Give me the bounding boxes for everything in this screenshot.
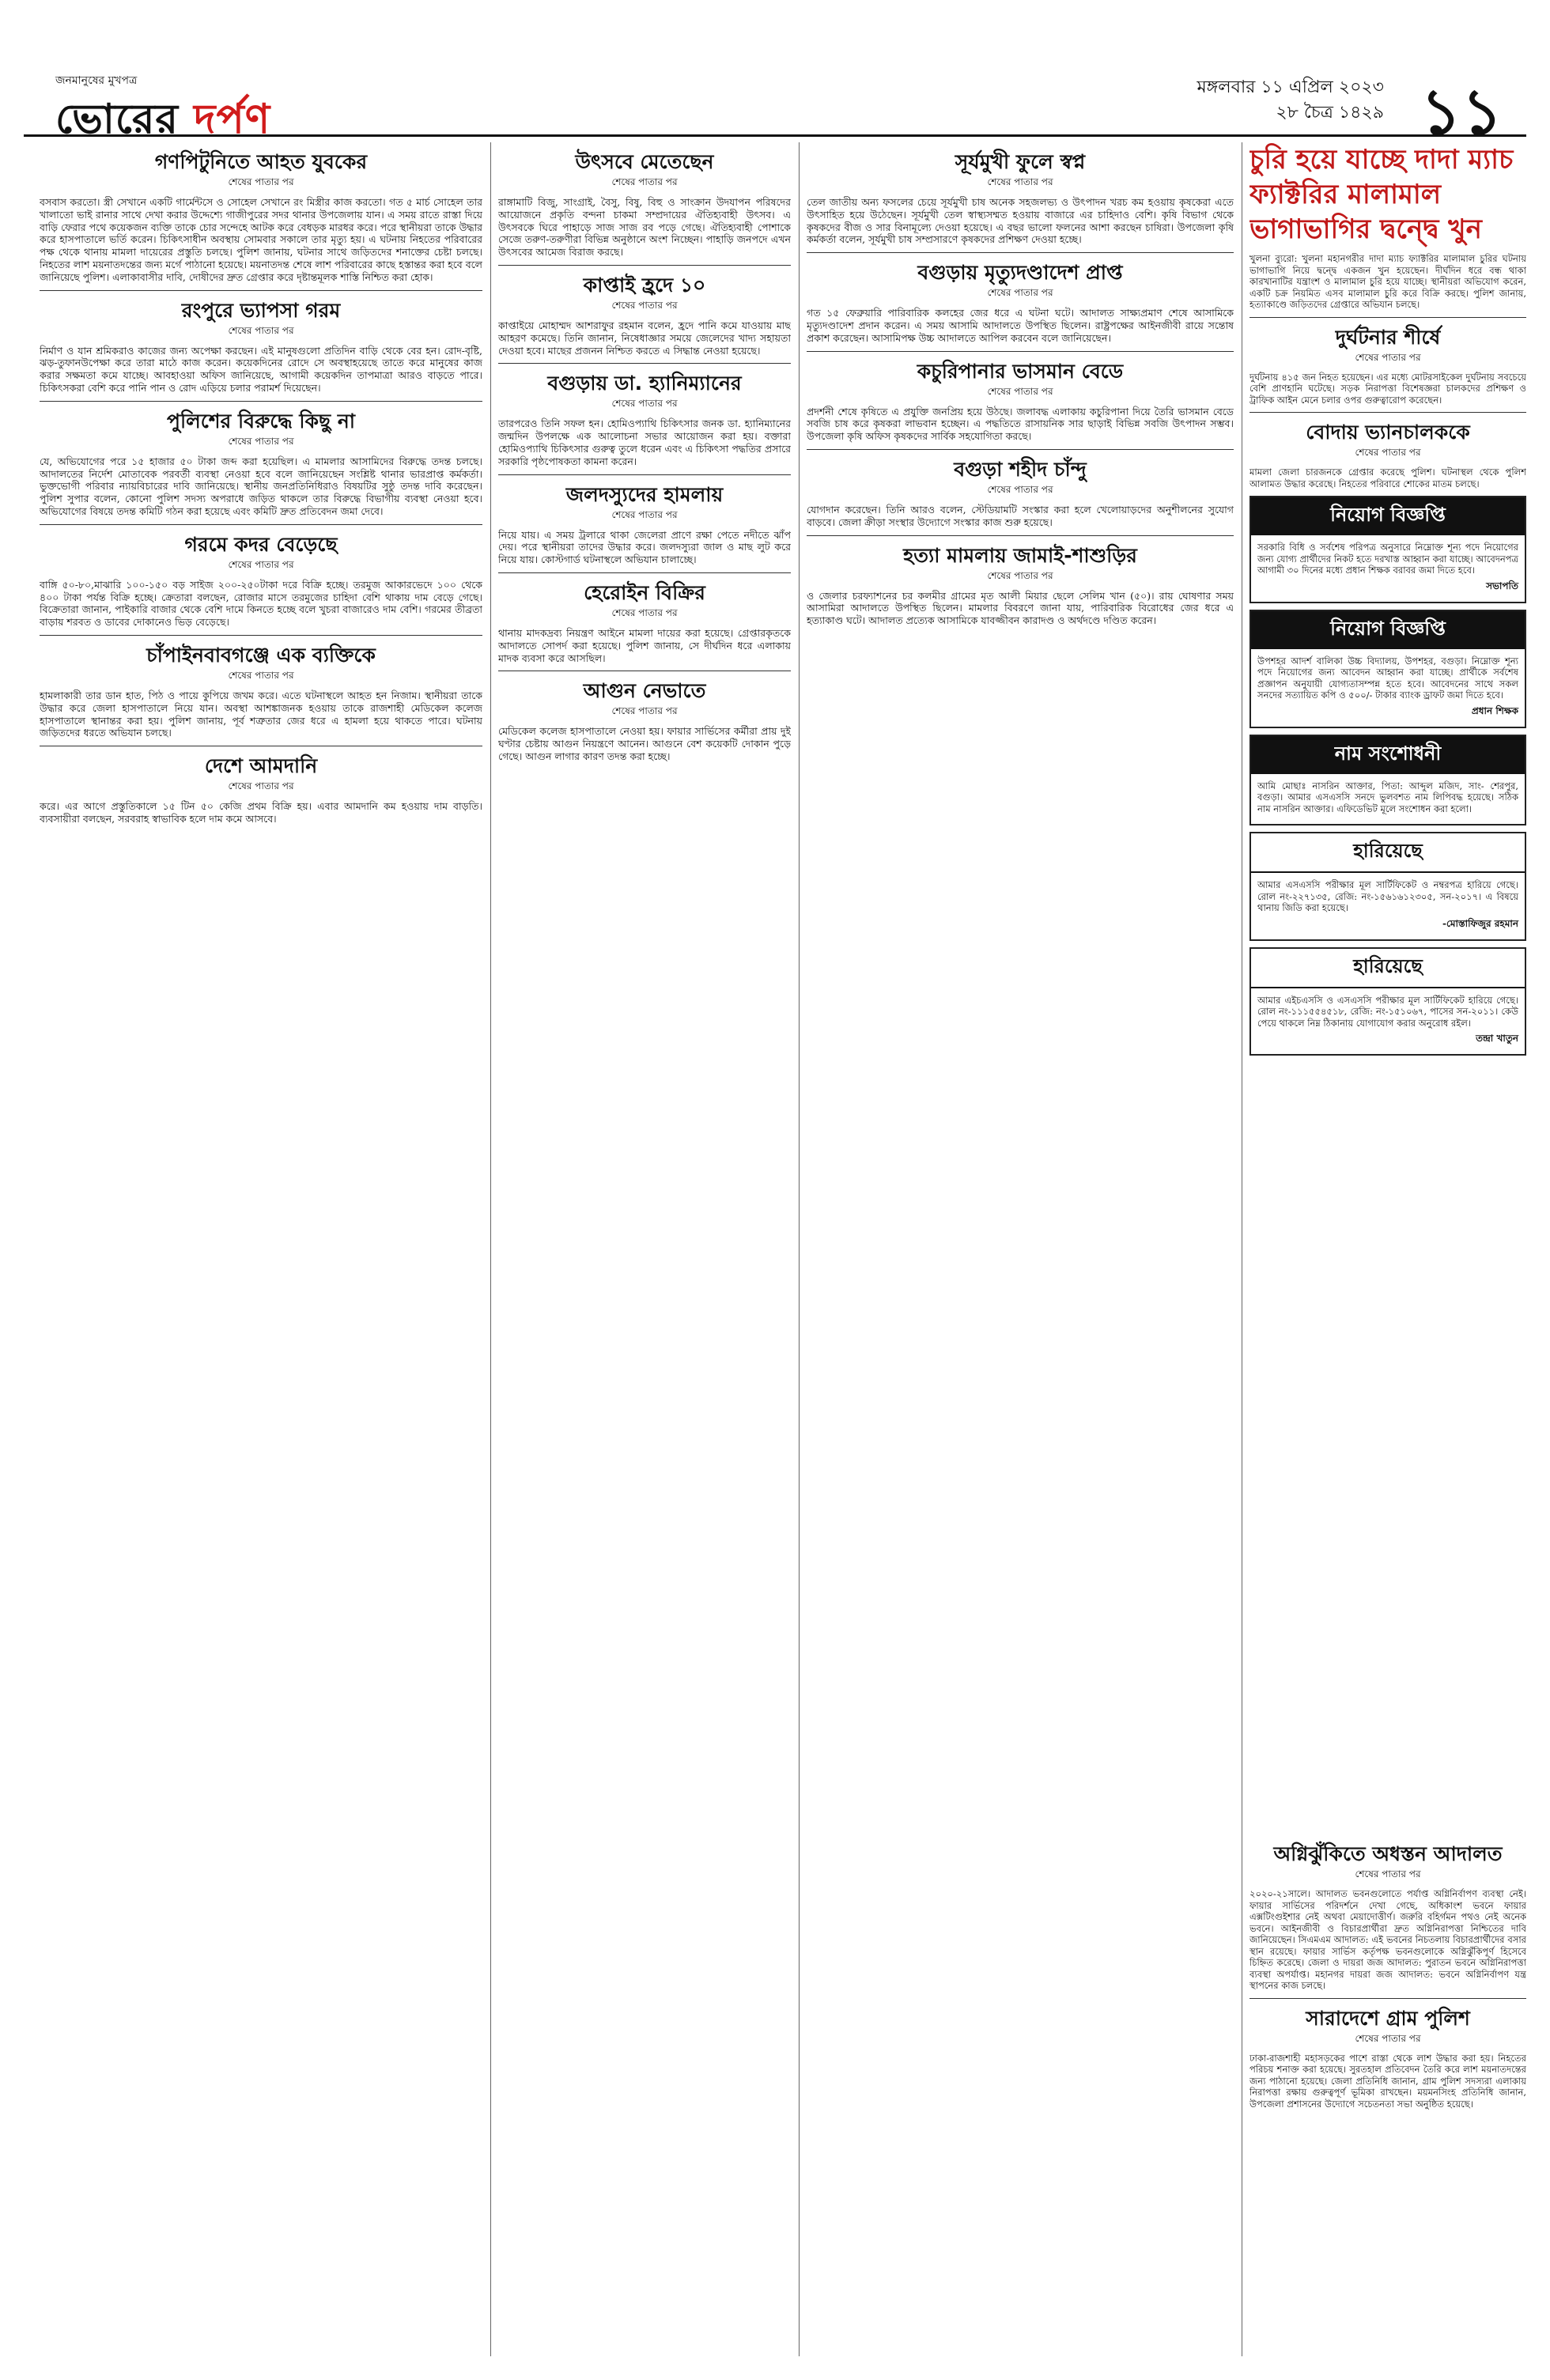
ad-notice-3 xyxy=(1249,735,1526,826)
headline-a9: বগুড়ায় ডা. হ্যানিম্যানের xyxy=(547,372,742,395)
sub-a1: শেষের পাতার পর xyxy=(228,176,294,187)
headline-a21: অগ্নিঝুঁকিতে অধস্তন আদালত xyxy=(1273,1842,1503,1865)
headline-a6: দেশে আমদানি xyxy=(204,754,318,778)
headline-a17: হত্যা মামলায় জামাই-শাশুড়ির xyxy=(903,543,1137,567)
body-a4: বাঙ্গি ৫০-৮০,মাঝারি ১০০-১৫০ বড় সাইজ ২০০-২৫০টাকা দরে বিক্রি হচ্ছে। তরমুজ আকারভেদে ১০০ থেকে ৪০০ টাকা পর্যন্ত বিক্রি হচ্ছে। ক্রেতারা বলছেন, রোজার মাসে তরমুজের চাহিদা বেশি থাকায় দাম বেড়ে গেছে। বিক্রেতারা জানান, পাইকারি বাজার থেকে বেশি দামে কিনতে হচ্ছে বলে খুচরা বাজারেও দাম বেশি। গরমের তীব্রতা বাড়ায় শরবত ও ডাবের দোকানেও ভিড় বেড়েছে। xyxy=(40,578,482,629)
body-a14: গত ১৫ ফেব্রুয়ারি পারিবারিক কলহের জের ধরে এ ঘটনা ঘটে। আদালত সাক্ষ্যপ্রমাণ শেষে আসামিকে মৃত্যুদণ্ডাদেশ প্রদান করেন। এ সময় আসামি আদালতে উপস্থিত ছিলেন। রাষ্ট্রপক্ষের আইনজীবী রায়ে সন্তোষ প্রকাশ করেছেন। আসামিপক্ষ উচ্চ আদালতে আপিল করবেন বলে জানিয়েছেন। xyxy=(807,307,1234,344)
ad-notice-4-body: আমার এসএসসি পরীক্ষার মূল সার্টিফিকেট ও নম্বরপত্র হারিয়ে গেছে। রোল নং-২২৭১৩৫, রেজি: নং-১৫৬১৬১২৩০৫, সন-২০১৭। এ বিষয়ে থানায় জিডি করা হয়েছে। xyxy=(1257,879,1518,913)
sub-a19: শেষের পাতার পর xyxy=(1355,447,1421,458)
ad-notice-4-sign: -মোস্তাফিজুর রহমান xyxy=(1442,917,1518,929)
column-3 xyxy=(807,142,1234,2356)
sub-a11: শেষের পাতার পর xyxy=(611,606,678,618)
date-bangla: ২৮ চৈত্র ১৪২৯ xyxy=(1276,103,1384,123)
body-a13: তেল জাতীয় অন্য ফসলের চেয়ে সূর্যমুখী চাষ অনেক সহজলভ্য ও উৎপাদন খরচ কম হওয়ায় কৃষকেরা এতে উৎসাহিত হয়ে উঠেছেন। সূর্যমুখী তেল স্বাস্থ্যসম্মত হওয়ায় বাজারে এর চাহিদাও বেশি। কৃষি বিভাগ থেকে কৃষকদের বীজ ও সার বিনামূল্যে দেওয়া হয়েছে। এ বছর ভালো ফলনের আশা করছেন চাষিরা। উপজেলা কৃষি কর্মকর্তা বলেন, সূর্যমুখী চাষ সম্প্রসারণে কৃষকদের প্রশিক্ষণ দেওয়া হচ্ছে। xyxy=(807,196,1234,246)
headline-a18: দুর্ঘটনার শীর্ষে xyxy=(1335,325,1441,349)
body-a3: যে, অভিযোগের পরে ১৫ হাজার ৫০ টাকা জব্দ করা হয়েছিল। এ মামলার আসামিদের বিরুদ্ধে তদন্ত চলছে। আদালতের নির্দেশ মোতাবেক পরবর্তী ব্যবস্থা নেওয়া হবে বলে জানিয়েছেন সংশ্লিষ্ট থানার ভারপ্রাপ্ত কর্মকর্তা। ভুক্তভোগী পরিবার ন্যায়বিচারের দাবি জানিয়েছে। স্থানীয় জনপ্রতিনিধিরাও বিষয়টির সুষ্ঠু তদন্ত দাবি করেছেন। পুলিশ সুপার বলেন, কোনো পুলিশ সদস্য অপরাধে জড়িত থাকলে তার বিরুদ্ধে বিভাগীয় ব্যবস্থা নেওয়া হবে। অভিযোগের বিষয়ে তদন্ত কমিটি গঠন করা হয়েছে এবং কমিটি দ্রুত প্রতিবেদন জমা দেবে। xyxy=(40,455,482,517)
body-a16: যোগদান করেছেন। তিনি আরও বলেন, স্টেডিয়ামটি সংস্কার করা হলে খেলোয়াড়দের অনুশীলনের সুযোগ বাড়বে। জেলা ক্রীড়া সংস্থার উদ্যোগে সংস্কার কাজ শুরু হয়েছে। xyxy=(807,503,1234,528)
sub-a7: শেষের পাতার পর xyxy=(611,176,678,187)
headline-a3: পুলিশের বিরুদ্ধে কিছু না xyxy=(166,409,356,433)
body-a15: প্রদর্শনী শেষে কৃষিতে এ প্রযুক্তি জনপ্রিয় হয়ে উঠছে। জলাবদ্ধ এলাকায় কচুরিপানা দিয়ে তৈরি ভাসমান বেডে সবজি চাষ করে কৃষকরা লাভবান হচ্ছেন। এ পদ্ধতিতে রাসায়নিক সার ছাড়াই বিভিন্ন সবজি উৎপাদন সম্ভব। উপজেলা কৃষি অফিস কৃষকদের সার্বিক সহযোগিতা করছে। xyxy=(807,405,1234,443)
ad-notice-4 xyxy=(1249,832,1526,941)
ad-notice-5 xyxy=(1249,947,1526,1056)
headline-a11: হেরোইন বিক্রির xyxy=(584,580,705,604)
headline-a16: বগুড়া শহীদ চাঁন্দু xyxy=(954,457,1087,481)
sub-a16: শেষের পাতার পর xyxy=(987,483,1053,495)
sub-a12: শেষের পাতার পর xyxy=(611,705,678,717)
ad-notice-5-head: হারিয়েছে xyxy=(1251,949,1525,988)
ad-notice-2-body: উপশহর আদর্শ বালিকা উচ্চ বিদ্যালয়, উপশহর, বগুড়া। নিম্নোক্ত শূন্য পদে নিয়োগের জন্য আবেদন আহ্বান করা যাচ্ছে। প্রার্থীকে সর্বশেষ প্রজ্ঞাপন অনুযায়ী যোগ্যতাসম্পন্ন হতে হবে। আবেদনের সাথে সকল সনদের সত্যায়িত কপি ও ৫০০/- টাকার ব্যাংক ড্রাফট জমা দিতে হবে। xyxy=(1257,655,1518,701)
body-a1: বসবাস করতো। স্ত্রী সেখানে একটি গার্মেন্টসে ও সোহেল সেখানে রং মিস্ত্রীর কাজ করতো। গত ৫ মার্চ সোহেল তার খালাতো ভাই রানার সাথে দেখা করার উদ্দেশ্যে গাজীপুরের সদর থানার উপজেলায় যান। এ সময় রাতে রাস্তা দিয়ে বাড়ি ফেরার পথে কয়েকজন ব্যক্তি তাকে চোর সন্দেহে আটক করে বেধড়ক মারধর করে। পরে স্থানীয়রা তাকে উদ্ধার করে হাসপাতালে ভর্তি করেন। চিকিৎসাধীন অবস্থায় সোমবার সকালে তার মৃত্যু হয়। এ ঘটনায় নিহতের পরিবারের পক্ষ থেকে থানায় মামলা দায়েরের প্রস্তুতি চলছে। পুলিশ জানায়, ঘটনার সাথে জড়িতদের শনাক্তের চেষ্টা চলছে। নিহতের লাশ ময়নাতদন্তের জন্য মর্গে পাঠানো হয়েছে। ময়নাতদন্ত শেষে লাশ পরিবারের কাছে হস্তান্তর করা হবে বলে জানিয়েছে পুলিশ। এলাকাবাসীর দাবি, দোষীদের দ্রুত গ্রেপ্তার করে দৃষ্টান্তমূলক শাস্তি নিশ্চিত করা হোক। xyxy=(40,196,482,283)
ad-notice-2-head: নিয়োগ বিজ্ঞপ্তি xyxy=(1251,611,1525,649)
body-a10: নিয়ে যায়। এ সময় ট্রলারে থাকা জেলেরা প্রাণে রক্ষা পেতে নদীতে ঝাঁপ দেয়। পরে স্থানীয়রা তাদের উদ্ধার করে। জলদস্যুরা জাল ও মাছ লুট করে নিয়ে যায়। কোস্টগার্ড ঘটনাস্থলে অভিযান চালাচ্ছে। xyxy=(498,528,791,566)
headline-a5: চাঁপাইনবাবগঞ্জে এক ব্যক্তিকে xyxy=(146,643,376,667)
body-a20: খুলনা ব্যুরো: খুলনা মহানগরীর দাদা ম্যাচ ফ্যাক্টরির মালামাল চুরির ঘটনায় ভাগাভাগি নিয়ে দ্বন্দ্বে একজন খুন হয়েছেন। দীর্ঘদিন ধরে বন্ধ থাকা কারখানাটির যন্ত্রাংশ ও মালামাল চুরি হয়ে যাচ্ছে। স্থানীয়রা অভিযোগ করেন, একটি চক্র নিয়মিত এসব মালামাল চুরি করে বিক্রি করছে। পুলিশ জানায়, হত্যাকাণ্ডে জড়িতদের গ্রেপ্তারে অভিযান চলছে। xyxy=(1249,253,1526,310)
headline-a22: সারাদেশে গ্রাম পুলিশ xyxy=(1306,2006,1470,2030)
page-number: ১১ xyxy=(1420,75,1503,149)
sub-a17: শেষের পাতার পর xyxy=(987,569,1053,581)
sub-a9: শেষের পাতার পর xyxy=(611,398,678,410)
body-a17: ও জেলার চরফ্যাশনের চর কলমীর গ্রামের মৃত আলী মিয়ার ছেলে সেলিম খান (৫০)। রায় ঘোষণার সময় আসামিরা আদালতে উপস্থিত ছিলেন। মামলার বিবরণে জানা যায়, পারিবারিক বিরোধের জের ধরে এ হত্যাকাণ্ড ঘটে। আদালত প্রত্যেক আসামিকে যাবজ্জীবন কারাদণ্ড ও অর্থদণ্ডে দণ্ডিত করেন। xyxy=(807,589,1234,627)
ad-notice-3-body: আমি মোছাঃ নাসরিন আক্তার, পিতা: আব্দুল মজিদ, সাং- শেরপুর, বগুড়া। আমার এসএসসি সনদে ভুলবশত নাম লিপিবদ্ধ হয়েছে। সঠিক নাম নাসরিন আক্তার। এফিডেভিট মূলে সংশোধন করা হলো। xyxy=(1257,780,1518,814)
sub-a15: শেষের পাতার পর xyxy=(987,385,1053,397)
body-a2: নির্মাণ ও যান শ্রমিকরাও কাজের জন্য অপেক্ষা করছেন। এই মানুষগুলো প্রতিদিন বাড়ি থেকে বের হন। রোদ-বৃষ্টি, ঝড়-তুফানউপেক্ষা করে তারা মাঠে কাজ করেন। কয়েকদিনের রোদে সে অবস্থাহয়েছে তাতে করে মানুষের কাজ করার সক্ষমতা কমে যাচ্ছে। আবহাওয়া অফিস জানিয়েছে, আগামী কয়েকদিন তাপমাত্রা আরও বাড়তে পারে। চিকিৎসকরা বেশি করে পানি পান ও রোদ এড়িয়ে চলার পরামর্শ দিয়েছেন। xyxy=(40,344,482,394)
headline-a13: সূর্যমুখী ফুলে স্বপ্ন xyxy=(955,150,1086,173)
sub-a21: শেষের পাতার পর xyxy=(1355,1868,1421,1879)
headline-a2: রংপুরে ভ্যাপসা গরম xyxy=(181,298,341,322)
ad-notice-1-body: সরকারি বিধি ও সর্বশেষ পরিপত্র অনুসারে নিম্নোক্ত শূন্য পদে নিয়োগের জন্য যোগ্য প্রার্থীদের নিকট হতে দরখাস্ত আহ্বান করা যাচ্ছে। আবেদনপত্র আগামী ৩০ দিনের মধ্যে প্রধান শিক্ষক বরাবর জমা দিতে হবে। xyxy=(1257,542,1518,576)
headline-a14: বগুড়ায় মৃত্যুদণ্ডাদেশ প্রাপ্ত xyxy=(917,261,1123,285)
sub-a13: শেষের পাতার পর xyxy=(987,176,1053,187)
sub-a22: শেষের পাতার পর xyxy=(1355,2032,1421,2044)
ad-notice-5-body: আমার এইচএসসি ও এসএসসি পরীক্ষার মূল সার্টিফিকেট হারিয়ে গেছে। রোল নং-১১১৫৫৪৫১৮, রেজি: নং-১৫১০৬৭, পাসের সন-২০১১। কেউ পেয়ে থাকলে নিম্ন ঠিকানায় যোগাযোগ করার অনুরোধ রইল। xyxy=(1257,994,1518,1029)
headline-a1: গণপিটুনিতে আহত যুবকের xyxy=(154,150,368,173)
body-a9: তারপরেও তিনি সফল হন। হোমিওপ্যাথি চিকিৎসার জনক ডা. হ্যানিম্যানের জন্মদিন উপলক্ষে এক আলোচনা সভার আয়োজন করা হয়। বক্তারা হোমিওপ্যাথি চিকিৎসার গুরুত্ব তুলে ধরেন এবং এ চিকিৎসা পদ্ধতির প্রসারে সরকারি পৃষ্ঠপোষকতা কামনা করেন। xyxy=(498,417,791,467)
ad-notice-5-sign: তন্দ্রা খাতুন xyxy=(1476,1033,1518,1044)
ad-notice-2 xyxy=(1249,610,1526,728)
headline-a8: কাপ্তাই হ্রদে ১০ xyxy=(583,273,706,297)
ad-notice-1-head: নিয়োগ বিজ্ঞপ্তি xyxy=(1251,497,1525,535)
masthead xyxy=(24,16,1526,149)
headline-a19: বোদায় ভ্যানচালককে xyxy=(1306,421,1470,444)
body-a22: ঢাকা-রাজশাহী মহাসড়কের পাশে রাস্তা থেকে লাশ উদ্ধার করা হয়। নিহতের পরিচয় শনাক্ত করা হয়েছে। সুরতহাল প্রতিবেদন তৈরি করে লাশ ময়নাতদন্তের জন্য পাঠানো হয়েছে। জেলা প্রতিনিধি জানান, গ্রাম পুলিশ সদস্যরা এলাকায় নিরাপত্তা রক্ষায় গুরুত্বপূর্ণ ভূমিকা রাখছেন। ময়মনসিংহ প্রতিনিধি জানান, উপজেলা প্রশাসনের উদ্যোগে সচেতনতা সভা অনুষ্ঠিত হয়েছে। xyxy=(1249,2052,1526,2110)
body-a11: থানায় মাদকদ্রব্য নিয়ন্ত্রণ আইনে মামলা দায়ের করা হয়েছে। গ্রেপ্তারকৃতকে আদালতে সোপর্দ করা হয়েছে। পুলিশ জানায়, সে দীর্ঘদিন ধরে এলাকায় মাদক ব্যবসা করে আসছিল। xyxy=(498,626,791,664)
column-4-lower xyxy=(1249,1834,1526,2356)
sub-a5: শেষের পাতার পর xyxy=(228,669,294,681)
sub-a8: শেষের পাতার পর xyxy=(611,299,678,311)
body-a21: ২০২০-২১সালে। আদালত ভবনগুলোতে পর্যাপ্ত অগ্নিনির্বাপণ ব্যবস্থা নেই। ফায়ার সার্ভিসের পরিদর্শনে দেখা গেছে, অধিকাংশ ভবনে ফায়ার এক্সটিংগুইশার নেই অথবা মেয়াদোত্তীর্ণ। জরুরি বহির্গমন পথও নেই অনেক ভবনে। আইনজীবী ও বিচারপ্রার্থীরা দ্রুত অগ্নিনিরাপত্তা নিশ্চিতের দাবি জানিয়েছেন। সিএমএম আদালত: এই ভবনের নিচতলায় বিচারপ্রার্থীদের বসার স্থান রয়েছে। ফায়ার সার্ভিস কর্তৃপক্ষ ভবনগুলোকে অগ্নিঝুঁকিপূর্ণ হিসেবে চিহ্নিত করেছে। জেলা ও দায়রা জজ আদালত: পুরাতন ভবনে অগ্নিনিরাপত্তা ব্যবস্থা অপর্যাপ্ত। মহানগর দায়রা জজ আদালত: ভবনে অগ্নিনির্বাপণ যন্ত্র স্থাপনের কাজ চলছে। xyxy=(1249,1888,1526,1991)
ad-notice-1 xyxy=(1249,496,1526,603)
ad-notice-1-sign: সভাপতি xyxy=(1486,580,1518,591)
body-a12: মেডিকেল কলেজ হাসপাতালে নেওয়া হয়। ফায়ার সার্ভিসের কর্মীরা প্রায় দুই ঘণ্টার চেষ্টায় আগুন নিয়ন্ত্রণে আনেন। আগুনে বেশ কয়েকটি দোকান পুড়ে গেছে। আগুন লাগার কারণ তদন্ত করা হচ্ছে। xyxy=(498,725,791,762)
body-a5: হামলাকারী তার ডান হাত, পিঠ ও পায়ে কুপিয়ে জখম করে। এতে ঘটনাস্থলে আহত হন নিজাম। স্থানীয়রা তাকে উদ্ধার করে জেলা হাসপাতালে নিয়ে যান। অবস্থা আশঙ্কাজনক হওয়ায় তাকে রাজশাহী মেডিকেল কলেজ হাসপাতালে স্থানান্তর করা হয়। পুলিশ জানায়, পূর্ব শত্রুতার জের ধরে এ হামলা হয়ে থাকতে পারে। ঘটনায় জড়িতদের ধরতে অভিযান চলছে। xyxy=(40,689,482,739)
headline-a7: উৎসবে মেতেছেন xyxy=(575,150,714,173)
body-a6: করে। এর আগে প্রস্তুতিকালে ১৫ টিন ৫০ কেজি প্রথম বিক্রি হয়। এবার আমদানি কম হওয়ায় দাম বাড়তি। ব্যবসায়ীরা বলছেন, সরবরাহ স্বাভাবিক হলে দাম কমে আসবে। xyxy=(40,800,482,825)
headline-a10: জলদস্যুদের হামলায় xyxy=(565,482,724,506)
sub-a14: শেষের পাতার পর xyxy=(987,287,1053,299)
column-1 xyxy=(40,142,482,2356)
sub-a10: শেষের পাতার পর xyxy=(611,508,678,520)
headline-a20: চুরি হয়ে যাচ্ছে দাদা ম্যাচ ফ্যাক্টরির মালামাল ভাগাভাগির দ্বন্দ্বে খুন xyxy=(1249,144,1514,245)
ad-notice-3-head: নাম সংশোধনী xyxy=(1251,736,1525,774)
sub-a6: শেষের পাতার পর xyxy=(228,780,294,792)
ad-notice-2-sign: প্রধান শিক্ষক xyxy=(1471,705,1518,716)
body-a18: দুর্ঘটনায় ৪১৫ জন নিহত হয়েছেন। এর মধ্যে মোটরসাইকেল দুর্ঘটনায় সবচেয়ে বেশি প্রাণহানি ঘটেছে। সড়ক নিরাপত্তা বিশেষজ্ঞরা চালকদের প্রশিক্ষণ ও ট্রাফিক আইন মেনে চলার ওপর গুরুত্বারোপ করেছেন। xyxy=(1249,371,1526,406)
headline-a15: কচুরিপানার ভাসমান বেডে xyxy=(917,359,1124,383)
body-a7: রাঙ্গামাটি বিজু, সাংগ্রাই, বৈসু, বিষু, বিহু ও সাংক্রান উদযাপন পরিষদের আয়োজনে প্রকৃতি বন্দনা চাকমা সম্প্রদায়ের ঐতিহ্যবাহী উৎসব। এ উৎসবকে ঘিরে পাহাড়ে সাজ সাজ রব পড়ে গেছে। ঐতিহ্যবাহী পোশাকে সেজে তরুণ-তরুণীরা বিভিন্ন অনুষ্ঠানে অংশ নিচ্ছেন। পাহাড়ি জনপদে এখন উৎসবের আমেজ বিরাজ করছে। xyxy=(498,196,791,259)
sub-a18: শেষের পাতার পর xyxy=(1355,351,1421,363)
headline-a12: আগুন নেভাতে xyxy=(583,679,706,703)
dateline xyxy=(1197,75,1384,126)
tagline: জনমানুষের মুখপত্র xyxy=(55,74,138,87)
column-2 xyxy=(498,142,791,2356)
sub-a2: শেষের পাতার পর xyxy=(228,324,294,336)
body-a8: কাপ্তাইয়ে মোহাম্মদ আশরাফুর রহমান বলেন, হ্রদে পানি কমে যাওয়ায় মাছ আহরণ কমেছে। তিনি জানান, নিষেধাজ্ঞার সময়ে জেলেদের খাদ্য সহায়তা দেওয়া হবে। মাছের প্রজনন নিশ্চিত করতে এ সিদ্ধান্ত নেওয়া হয়েছে। xyxy=(498,319,791,357)
date-gregorian: মঙ্গলবার ১১ এপ্রিল ২০২৩ xyxy=(1197,77,1384,97)
ad-notice-4-head: হারিয়েছে xyxy=(1251,833,1525,873)
body-a19: মামলা জেলা চারজনকে গ্রেপ্তার করেছে পুলিশ। ঘটনাস্থল থেকে পুলিশ আলামত উদ্ধার করেছে। নিহতের পরিবারে শোকের মাতম চলছে। xyxy=(1249,467,1526,489)
newspaper-page xyxy=(24,16,1526,2364)
sub-a4: শেষের পাতার পর xyxy=(228,558,294,570)
sub-a3: শেষের পাতার পর xyxy=(228,435,294,447)
headline-a4: গরমে কদর বেড়েছে xyxy=(184,532,338,556)
logo-part2: দর্পণ xyxy=(194,96,271,143)
logo-part1: ভোরের xyxy=(55,96,180,143)
